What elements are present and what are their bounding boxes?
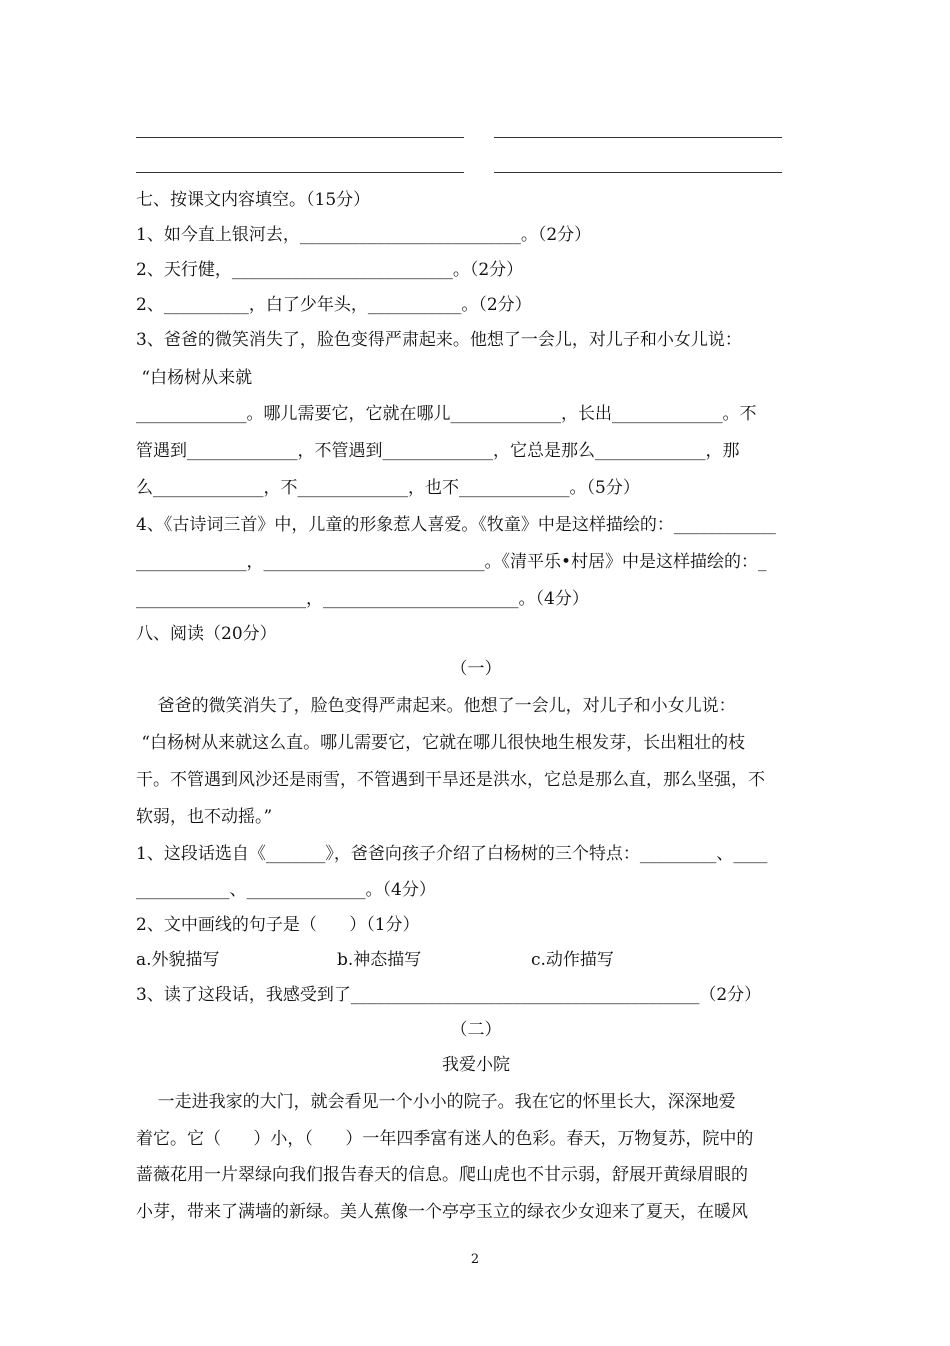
option-b: b.神态描写 <box>337 950 422 970</box>
story-line: 蔷薇花用一片翠绿向我们报告春天的信息。爬山虎也不甘示弱，舒展开黄绿眉眼的 <box>136 1165 748 1185</box>
story-line: 一走进我家的大门，就会看见一个小小的院子。我在它的怀里长大，深深地爱 <box>136 1092 736 1112</box>
section-7-title: 七、按课文内容填空。（15分） <box>136 190 371 210</box>
question-7-4-line: _____________，__________________________。《清平乐•村居》中是这样描绘的：_ <box>136 552 767 572</box>
story-title: 我爱小院 <box>442 1055 510 1075</box>
question-7-3-line: “白杨树从来就 <box>136 368 253 388</box>
question-7-2b: 2、__________，白了少年头，___________。（2分） <box>136 295 532 315</box>
question-7-3-line: _____________。哪儿需要它，它就在哪儿_____________，长出_____________。不 <box>136 404 757 424</box>
passage-1-line: “白杨树从来就这么直。哪儿需要它，它就在哪儿很快地生根发芽，长出粗壮的枝 <box>136 733 746 753</box>
question-7-4-line: ____________________，_______________________。（4分） <box>136 589 589 609</box>
question-7-3-line: 管遇到_____________，不管遇到_____________，它总是那么_____________，那 <box>136 441 740 461</box>
passage-2-title: （二） <box>450 1020 502 1040</box>
question-8-1-line: ___________、______________。（4分） <box>136 880 436 900</box>
answer-rule <box>494 172 782 173</box>
story-line: 小芽，带来了满墙的新绿。美人蕉像一个亭亭玉立的绿衣少女迎来了夏天，在暖风 <box>136 1202 748 1222</box>
question-7-3-line: 3、爸爸的微笑消失了，脸色变得严肃起来。他想了一会儿，对儿子和小女儿说： <box>136 330 742 350</box>
answer-rule <box>136 172 464 173</box>
answer-rule <box>136 137 464 138</box>
story-line: 着它。它（ ）小，（ ）一年四季富有迷人的色彩。春天，万物复苏，院中的 <box>136 1129 754 1149</box>
page-number: 2 <box>470 1252 480 1267</box>
passage-1-line: 软弱，也不动摇。” <box>136 807 273 827</box>
question-8-2: 2、文中画线的句子是（ ）（1分） <box>136 915 420 935</box>
answer-rule <box>494 137 782 138</box>
option-c: c.动作描写 <box>531 950 614 970</box>
question-7-1: 1、如今直上银河去，__________________________。（2分） <box>136 225 592 245</box>
passage-1-line: 干。不管遇到风沙还是雨雪，不管遇到干旱还是洪水，它总是那么直，那么坚强，不 <box>136 770 765 790</box>
passage-1-title: （一） <box>450 659 502 679</box>
question-8-3: 3、读了这段话，我感受到了_________________________________________（2分） <box>136 985 762 1005</box>
question-7-3-line: 么_____________，不_____________，也不_____________。（5分） <box>136 478 640 498</box>
section-8-title: 八、阅读（20分） <box>136 624 277 644</box>
question-8-1-line: 1、这段话选自《_______》，爸爸向孩子介绍了白杨树的三个特点：_________、____ <box>136 844 768 864</box>
option-a: a.外貌描写 <box>136 950 220 970</box>
question-7-4-line: 4、《古诗词三首》中，儿童的形象惹人喜爱。《牧童》中是这样描绘的：____________ <box>136 515 776 535</box>
question-7-2a: 2、天行健，__________________________。（2分） <box>136 260 524 280</box>
passage-1-line: 爸爸的微笑消失了，脸色变得严肃起来。他想了一会儿，对儿子和小女儿说： <box>136 696 736 716</box>
